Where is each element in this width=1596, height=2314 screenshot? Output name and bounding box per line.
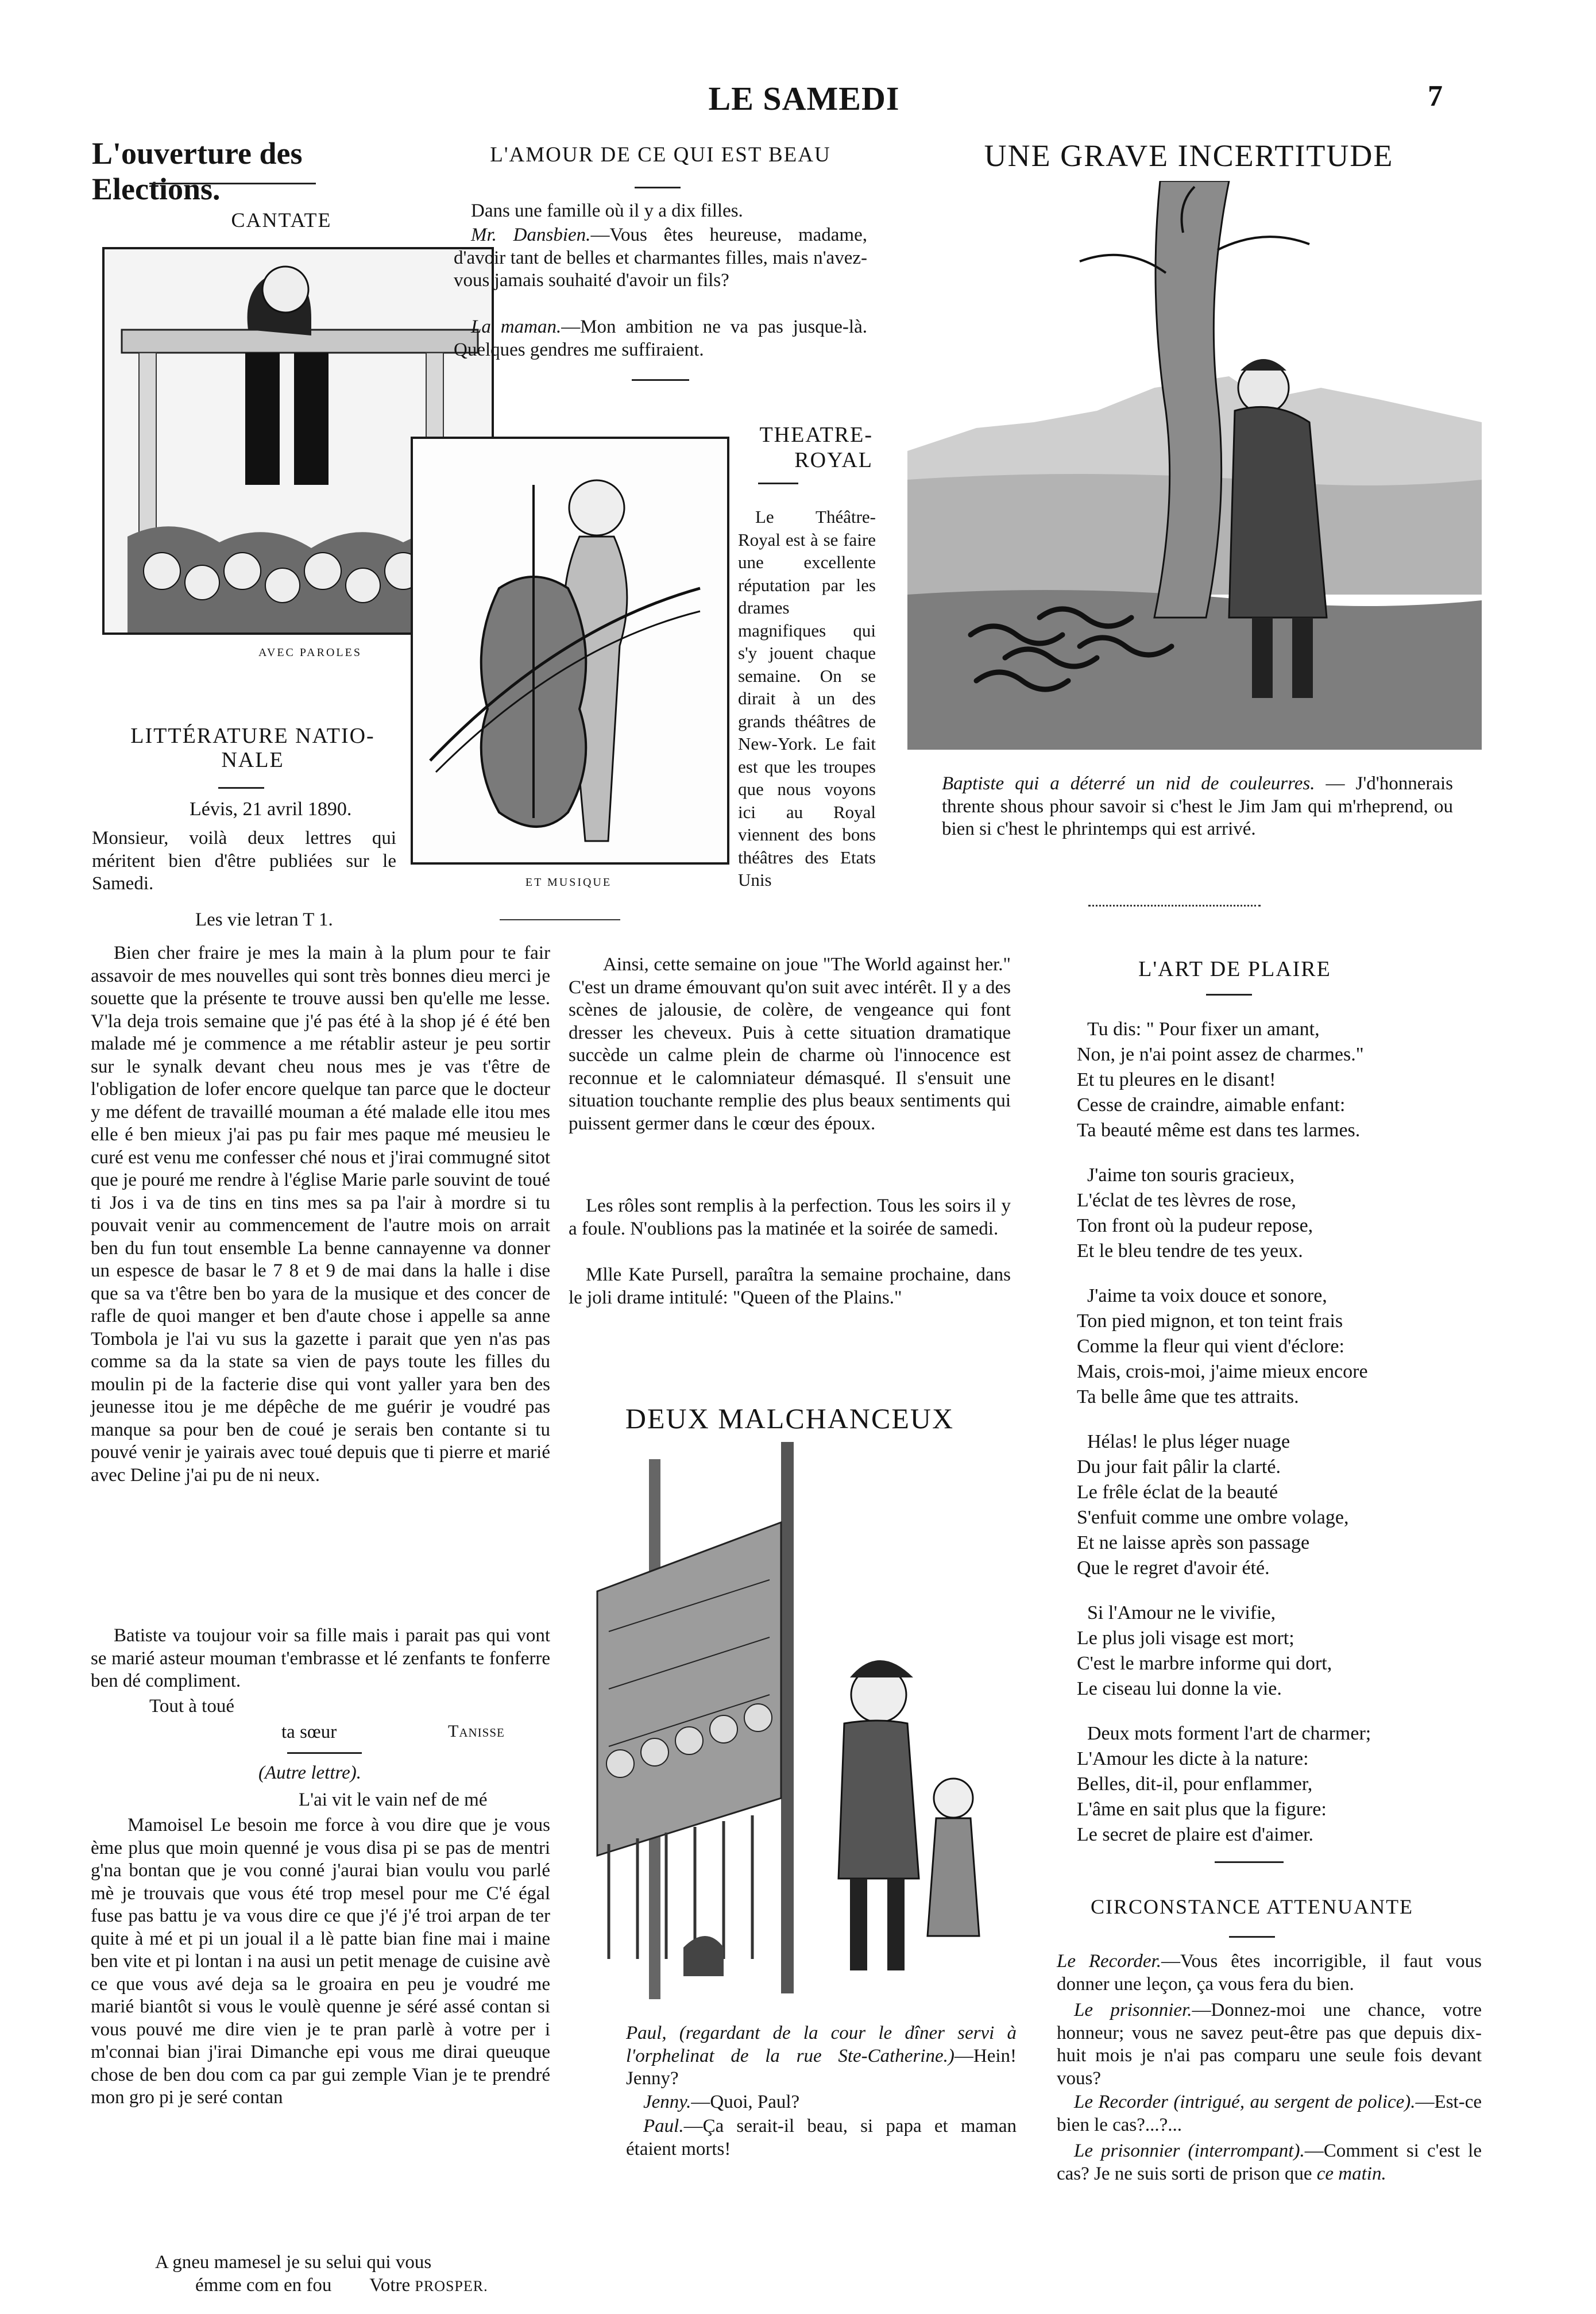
- bass-player-drawing: [413, 439, 727, 862]
- circ-line-2-text: —Donnez-moi une chance, votre honneur; vous ne savez peut-être pas que depuis dix-huit mois je n'ai pas comparu une seule fois devant vous?: [1057, 2000, 1482, 2089]
- poem-line: Le frêle éclat de la beauté: [1077, 1482, 1278, 1503]
- poem-line: Et ne laisse après son passage: [1077, 1532, 1310, 1553]
- dateline: Lévis, 21 avril 1890.: [190, 799, 352, 820]
- poem-line: Ton front où la pudeur repose,: [1077, 1215, 1313, 1236]
- signature-prosper: PROSPER.: [415, 2278, 488, 2294]
- art-de-plaire-heading: L'ART DE PLAIRE: [1138, 957, 1331, 981]
- poem-line: Comme la fleur qui vient d'éclore:: [1077, 1336, 1344, 1357]
- poem-line: J'aime ta voix douce et sonore,: [1087, 1285, 1327, 1306]
- circ-line-4-end: ce matin.: [1316, 2163, 1386, 2184]
- poem-line: Et le bleu tendre de tes yeux.: [1077, 1240, 1303, 1262]
- deux-caption-3-text: —Ça serait-il beau, si papa et maman étaient morts!: [626, 2116, 1017, 2159]
- speaker-recorder: Le Recorder.: [1057, 1951, 1161, 1972]
- amour-line-2-text: —Vous êtes heureuse, madame, d'avoir tant de belles et charmantes filles, mais n'avez-vous jamais souhaité d'avoir un fils?: [454, 225, 867, 291]
- illustration-snakes: [907, 181, 1482, 750]
- poem-line: L'âme en sait plus que la figure:: [1077, 1799, 1327, 1820]
- deux-caption-2: [626, 2091, 1017, 2114]
- dotted-rule: [1088, 905, 1261, 907]
- amour-line-1: Dans une famille où il y a dix filles.: [471, 200, 743, 221]
- poem-line: Ta beauté même est dans tes larmes.: [1077, 1120, 1361, 1141]
- poem-stanza-6: [1077, 1721, 1473, 1848]
- rule: [1206, 994, 1252, 996]
- page-number: 7: [1428, 80, 1443, 113]
- illustration-two-children: [574, 1442, 1011, 2011]
- deux-caption-3: [626, 2115, 1017, 2161]
- grave-caption-text: — J'd'honnerais thrente shous phour savoir si c'hest le Jim Jam qui m'rheprend, ou bien si c'hest le phrintemps qui est arrivé.: [942, 773, 1454, 839]
- speaker-prisonnier: Le prisonnier.: [1074, 2000, 1192, 2020]
- deux-caption-1: [626, 2022, 1017, 2091]
- closing-votre: Votre: [369, 2275, 411, 2296]
- poem-stanza-3: [1077, 1283, 1473, 1410]
- letter-two-body: Mamoisel Le besoin me force à vou dire que je vous ème plus que moin quenné je vous disa pi se pas de mentri g'na bontan que je vou conné j'aurai bian voulu vou parlé mè je trouvais que vous été trop mesel pour me C'é égal fuse pas battu je va vous dire ce que j'é j'é troi arpan de ter quite à mé et pi un joual il a lè patte bian fine mai i maine ben vite et pi lontan i na ausi un petit menage de cuisine avè ce que vous avé deja sa le groaira en peu je voudré me marié biantôt si vous le voulè quenne je séré assé contan si vous pouvé me dire vien je te pran parlè à votre per i m'connai bian j'irai Dimanche epi vous me dirai queuque chose de ben dou com ca par gui zemple Vian je te prendré mon gro pi je seré contan: [91, 1815, 550, 2108]
- ta-soeur: ta sœur: [281, 1722, 337, 1742]
- speaker-maman: La maman.: [471, 317, 562, 337]
- amour-line-2: [454, 224, 867, 292]
- two-children-drawing: [574, 1442, 1011, 2011]
- cantate-heading: CANTATE: [231, 209, 332, 232]
- caption-avec-paroles: AVEC PAROLES: [258, 646, 362, 659]
- circonstance-heading: CIRCONSTANCE ATTENUANTE: [1090, 1895, 1414, 1918]
- closing-line-2: [195, 2275, 563, 2296]
- theatre-continued: Ainsi, cette semaine on joue "The World against her." C'est un drame émouvant qu'on suit avec intérêt. Il y a des scènes de jalousie, de colère, de vengeance qui font dresser les cheveux. Puis à cette situation dramatique succède un calme plein de charme où l'innocence est reconnue et le calomniateur démasqué. Il s'ensuit une situation touchante remplie des plus beaux sentiments qui puissent germer dans le cœur des époux.: [569, 954, 1011, 1134]
- speaker-recorder-2: Le Recorder (intrigué, au sergent de police).: [1074, 2092, 1416, 2112]
- poem-line: Non, je n'ai point assez de charmes.": [1077, 1044, 1364, 1065]
- theatre-continued-3: Mlle Kate Pursell, paraîtra la semaine prochaine, dans le joli drame intitulé: "Queen of the Plains.": [569, 1264, 1011, 1308]
- litterature-heading-line1: LITTÉRATURE NATIO-: [130, 724, 375, 748]
- poem-stanza-1: [1077, 1017, 1473, 1143]
- rule: [500, 919, 620, 920]
- poem-line: Que le regret d'avoir été.: [1077, 1557, 1270, 1579]
- litterature-heading-line2: NALE: [221, 748, 284, 772]
- signature-tanisse: Tanisse: [448, 1722, 505, 1741]
- poem-line: Hélas! le plus léger nuage: [1087, 1431, 1290, 1452]
- poem-line: Ta belle âme que tes attraits.: [1077, 1386, 1299, 1407]
- title-rule: [149, 183, 316, 184]
- poem-line: Belles, dit-il, pour enflammer,: [1077, 1773, 1313, 1795]
- letter-two-opening: L'ai vit le vain nef de mé: [299, 1790, 488, 1810]
- poem-line: J'aime ton souris gracieux,: [1087, 1164, 1295, 1186]
- deux-caption-1-text: —Hein! Jenny?: [626, 2045, 1017, 2089]
- poem-line: Du jour fait pâlir la clarté.: [1077, 1456, 1281, 1478]
- section-title-elections: L'ouverture des Elections.: [92, 136, 303, 206]
- poem-line: L'éclat de tes lèvres de rose,: [1077, 1190, 1296, 1211]
- speaker-jenny: Jenny.: [643, 2092, 691, 2112]
- letter-one-body: Bien cher fraire je mes la main à la plum pour te fair assavoir de mes nouvelles qui sont très bonnes dieu merci je souette que la présente te trouve aussi ben qu'elle me lesse. V'la deja trois semaine que j'é pas été à la shop jé é été ben malade mé je commence a me rétablir asteur je peu sortir sur le synalk devant cheu nous mes je vas t'être de l'obligation de lofer encore quelque tan parce que le docteur y me défent de travaillé mouman a été malade elle itou mes elle é ben mieux j'ai pas pu fair mes paque mé meusieu le curé est venu me confesser ché nous et j'irai commugné sitot que je pouré me rendre à l'église Marie parle souvint de toué ti Jos i va de tins en tins mes sa pa l'air à mordre si tu pouvait venir au commencement de l'autre mois on arrait ben du fun tout ensemble La benne cannayenne va donner un espesce de basar le 7 8 et 9 de mai dans la halle i dise que sa va t'être ben bo yara de la musique et des concer de rafle de quoi manger et ben d'aute chose i appelle sa anne Tombola je l'ai vu sus la gazette i parait que yen n'as pas comme sa da la state sa vien de pays toute les filles du moulin pi de la facterie dise qui vont yaller yara ben des jeunesse itou je me dépêche de me guérir je voudré pas manque sa pour ben de coué je serais ben contante si tu pouvé venir je yairais avec toué depuis que ti pierre et marié avec Deline j'ai pu de ni neux.: [91, 943, 550, 1486]
- grave-caption-italic: Baptiste qui a déterré un nid de couleurres.: [942, 773, 1315, 794]
- circ-line-3-text: —Est-ce bien le cas?...?...: [1057, 2092, 1482, 2135]
- poem-line: Le secret de plaire est d'aimer.: [1077, 1824, 1314, 1845]
- autre-lettre: (Autre lettre).: [258, 1763, 361, 1783]
- poem-line: Et tu pleures en le disant!: [1077, 1069, 1276, 1090]
- deux-malchanceux-heading: DEUX MALCHANCEUX: [625, 1402, 954, 1434]
- theatre-continued-2: Les rôles sont remplis à la perfection. Tous les soirs il y a foule. N'oublions pas la matinée et la soirée de samedi.: [569, 1195, 1011, 1239]
- speaker-paul-2: Paul.: [643, 2116, 684, 2136]
- running-header-title: LE SAMEDI: [708, 80, 900, 117]
- amour-heading: L'AMOUR DE CE QUI EST BEAU: [490, 143, 831, 167]
- snakes-drawing: [907, 181, 1482, 750]
- rule: [287, 1752, 362, 1754]
- poem-line: Le ciseau lui donne la vie.: [1077, 1678, 1282, 1699]
- letter-intro: Monsieur, voilà deux lettres qui méritent bien d'être publiées sur le Samedi.: [92, 828, 396, 894]
- poem-stanza-4: [1077, 1429, 1473, 1581]
- poem-line: Ton pied mignon, et ton teint frais: [1077, 1310, 1343, 1332]
- letter-one-body-b: Batiste va toujour voir sa fille mais i parait pas qui vont se marié asteur mouman t'embrasse et lé zenfants te fonferre ben dé compliment.: [91, 1625, 550, 1691]
- rule: [632, 379, 689, 381]
- grave-incertitude-heading: UNE GRAVE INCERTITUDE: [984, 138, 1394, 173]
- speaker-prisonnier-2: Le prisonnier (interrompant).: [1074, 2141, 1305, 2161]
- circ-line-1-text: —Vous êtes incorrigible, il faut vous donner une leçon, ça vous fera du bien.: [1057, 1951, 1482, 1995]
- amour-line-3-text: —Mon ambition ne va pas jusque-là. Quelques gendres me suffiraient.: [454, 317, 867, 360]
- circ-line-4: [1057, 2140, 1482, 2185]
- litterature-heading: [103, 724, 402, 772]
- illustration-bass-player: [411, 437, 729, 865]
- poem-stanza-5: [1077, 1600, 1473, 1702]
- tout-a-toue: Tout à toué: [149, 1696, 234, 1717]
- poem-line: Tu dis: " Pour fixer un amant,: [1087, 1019, 1320, 1040]
- poem-line: C'est le marbre informe qui dort,: [1077, 1653, 1332, 1674]
- circ-line-1: [1057, 1950, 1482, 1996]
- poem-art-de-plaire: [1077, 1017, 1473, 1848]
- closing-emme: émme com en fou: [195, 2275, 332, 2296]
- poem-line: Si l'Amour ne le vivifie,: [1087, 1602, 1276, 1623]
- poem-line: S'enfuit comme une ombre volage,: [1077, 1507, 1349, 1528]
- rule: [635, 187, 681, 188]
- circ-line-2: [1057, 1999, 1482, 2090]
- theatre-heading: [729, 422, 873, 473]
- grave-caption: [942, 773, 1453, 841]
- theatre-heading-line1: THEATRE-: [759, 423, 873, 447]
- caption-et-musique: ET MUSIQUE: [525, 876, 612, 889]
- letter-sign-intro: Les vie letran T 1.: [195, 909, 333, 930]
- poem-stanza-2: [1077, 1163, 1473, 1264]
- circ-line-3: [1057, 2091, 1482, 2136]
- deux-caption-2-text: —Quoi, Paul?: [691, 2092, 800, 2112]
- rule: [1229, 1936, 1275, 1938]
- rule: [218, 787, 264, 789]
- amour-line-3: [454, 316, 867, 361]
- poem-line: Cesse de craindre, aimable enfant:: [1077, 1094, 1346, 1116]
- speaker-dansbien: Mr. Dansbien.: [471, 225, 591, 245]
- closing-line-1: A gneu mamesel je su selui qui vous: [155, 2252, 432, 2273]
- poem-line: L'Amour les dicte à la nature:: [1077, 1748, 1309, 1769]
- rule: [758, 483, 798, 484]
- circ-line-4-text: —Comment si c'est le cas? Je ne suis sorti de prison que: [1057, 2141, 1482, 2184]
- rule: [1215, 1861, 1284, 1863]
- theatre-heading-line2: ROYAL: [794, 448, 873, 472]
- theatre-body: Le Théâtre-Royal est à se faire une excellente réputation par les drames magnifiques qui s'y jouent chaque semaine. On se dirait à un des grands théâtres de New-York. Le fait est que les troupes que nous voyons ici au Royal viennent des bons théâtres des Etats Unis: [738, 507, 876, 890]
- poem-line: Le plus joli visage est mort;: [1077, 1627, 1294, 1649]
- speaker-paul-1: Paul, (regardant de la cour le dîner servi à l'orphelinat de la rue Ste-Catherine.): [626, 2023, 1017, 2066]
- poem-line: Deux mots forment l'art de charmer;: [1087, 1723, 1371, 1744]
- poem-line: Mais, crois-moi, j'aime mieux encore: [1077, 1361, 1368, 1382]
